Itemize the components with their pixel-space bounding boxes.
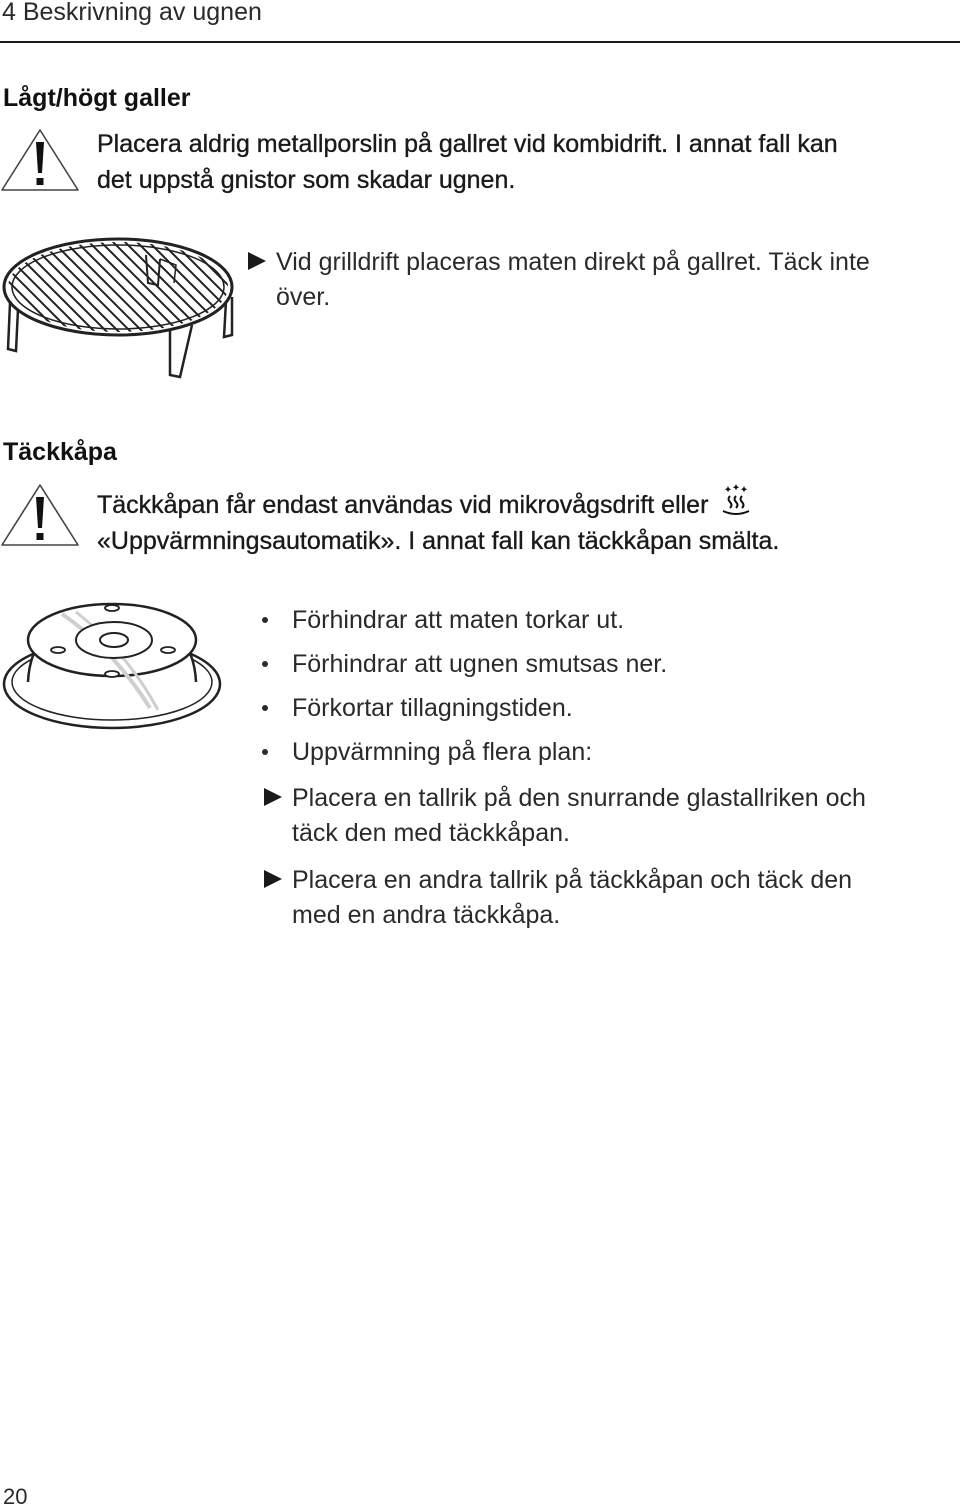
grill-warning-text — [97, 126, 838, 198]
arrow-right-icon — [264, 788, 282, 806]
grill-instruction-line-2: över. — [276, 283, 331, 311]
header-rule — [0, 41, 960, 43]
cover-warning-line-2: «Uppvärmningsautomatik». I annat fall kan täckkåpan smälta. — [97, 527, 780, 555]
cover-warning-line-1: Täckkåpan får endast användas vid mikrovågsdrift eller — [97, 483, 779, 523]
grill-warning-line-2: det uppstå gnistor som skadar ugnen. — [97, 166, 516, 194]
grill-instruction-line-1: Vid grilldrift placeras maten direkt på gallret. Täck inte — [248, 245, 870, 280]
arrow-right-icon — [248, 252, 266, 270]
warning-triangle-icon — [0, 128, 80, 192]
cover-step-2-line-2: med en andra täckkåpa. — [292, 901, 561, 929]
grill-instruction — [248, 245, 870, 315]
arrow-right-icon — [264, 870, 282, 888]
cover-step-1-line-2: täck den med täckkåpan. — [292, 819, 570, 847]
section-heading-cover: Täckkåpa — [3, 438, 117, 466]
grill-rack-illustration — [0, 225, 240, 385]
section-heading-grill: Lågt/högt galler — [3, 84, 191, 112]
cover-step-1-line-1: Placera en tallrik på den snurrande glastallriken och — [264, 781, 866, 816]
cover-warning-text — [97, 483, 779, 559]
cover-step-2 — [264, 863, 852, 933]
bullet-dot — [262, 661, 268, 667]
page-number: 20 — [3, 1484, 28, 1509]
cover-illustration — [0, 596, 225, 736]
auto-reheat-icon — [719, 483, 753, 517]
bullet-dot — [262, 749, 268, 755]
running-header: 4 Beskrivning av ugnen — [2, 0, 262, 26]
bullet-dot — [262, 617, 268, 623]
warning-triangle-icon — [0, 483, 80, 547]
bullet-dot — [262, 705, 268, 711]
cover-step-2-line-1: Placera en andra tallrik på täckkåpan och täck den — [264, 863, 852, 898]
grill-warning-line-1: Placera aldrig metallporslin på gallret vid kombidrift. I annat fall kan — [97, 130, 838, 158]
cover-step-1 — [264, 781, 866, 851]
